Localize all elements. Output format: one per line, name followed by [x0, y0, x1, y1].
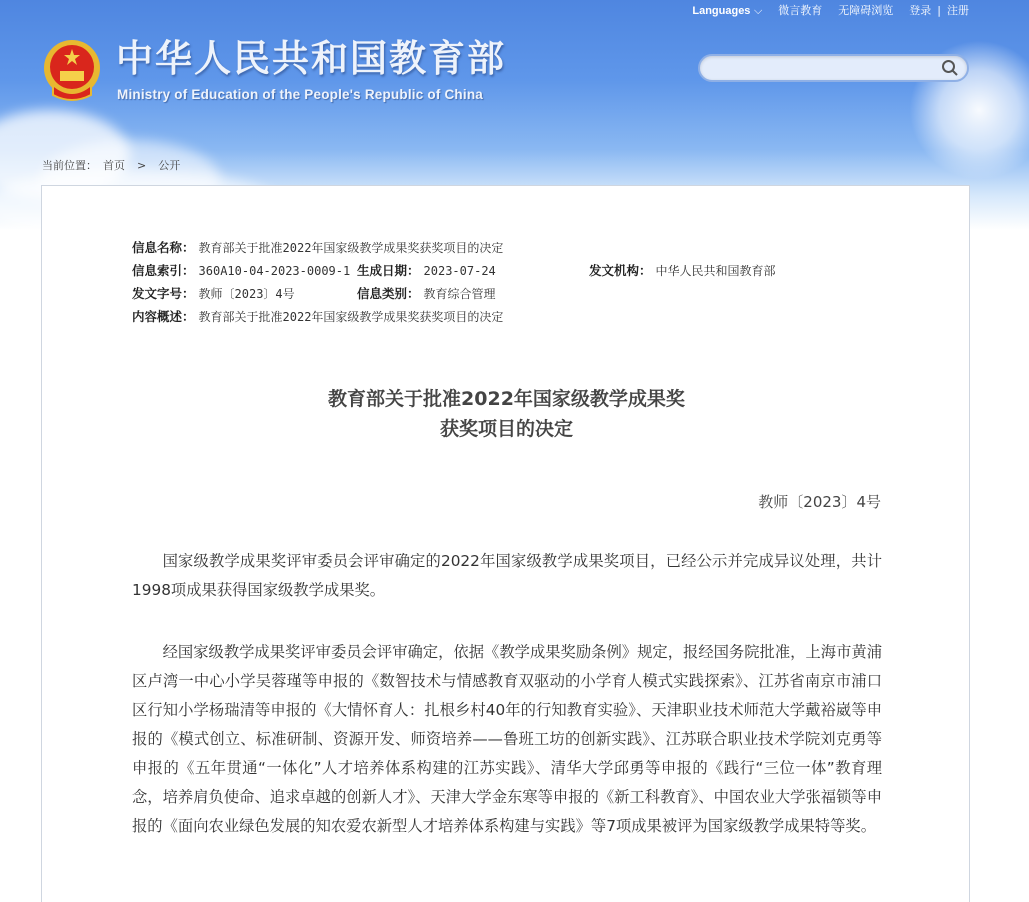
search-box — [698, 54, 969, 82]
meta-key: 生成日期： — [357, 262, 420, 278]
document-title-line: 教育部关于批准2022年国家级教学成果奖 — [328, 388, 685, 410]
meta-summary: 教育部关于批准2022年国家级教学成果奖获奖项目的决定 — [198, 309, 504, 324]
site-title[interactable]: 中华人民共和国教育部 — [116, 37, 506, 80]
separator: | — [937, 4, 941, 17]
meta-key: 发文字号： — [132, 285, 195, 301]
chevron-down-icon: ⌵ — [753, 4, 763, 17]
national-emblem-icon — [43, 39, 101, 103]
weiyan-link[interactable]: 微言教育 — [778, 4, 823, 17]
meta-name: 教育部关于批准2022年国家级教学成果奖获奖项目的决定 — [198, 240, 504, 255]
meta-date: 2023-07-24 — [423, 263, 496, 278]
document-number: 教师〔2023〕4号 — [758, 493, 881, 511]
article-panel — [41, 185, 970, 902]
register-link[interactable]: 注册 — [947, 4, 969, 17]
paragraph: 经国家级教学成果奖评审委员会评审确定，依据《教学成果奖励条例》规定，报经国务院批准，上海市黄浦区卢湾一中心小学吴蓉瑾等申报的《数智技术与情感教育双驱动的小学育人模式实践探索》、江苏省南京市浦口区行知小学杨瑞清等申报的《大情怀育人：扎根乡村40年的行知教育实验》、天津职业技术师范大学戴裕崴等申报的《模式创立、标准研制、资源开发、师资培养——鲁班工坊的创新实践》、江苏联合职业技术学院刘克勇等申报的《五年贯通“一体化”人才培养体系构建的江苏实践》、清华大学邱勇等申报的《践行“三位一体”教育理念，培养肩负使命、追求卓越的创新人才》、天津大学金东寒等申报的《新工科教育》、中国农业大学张福锁等申报的《面向农业绿色发展的知农爱农新型人才培养体系构建与实践》等7项成果被评为国家级教学成果特等奖。 — [132, 643, 882, 835]
meta-org: 中华人民共和国教育部 — [655, 263, 776, 278]
languages-dropdown[interactable]: Languages ⌵ — [692, 4, 763, 17]
meta-key: 信息名称： — [132, 239, 195, 255]
breadcrumb-label: 当前位置： — [42, 159, 97, 172]
meta-index: 360A10-04-2023-0009-1 — [198, 263, 351, 278]
meta-key: 发文机构： — [589, 262, 652, 278]
site-title-en: Ministry of Education of the People's Republic of China — [117, 87, 483, 102]
document-title — [42, 384, 971, 444]
login-link[interactable]: 登录 — [909, 4, 932, 17]
meta-key: 信息类别： — [357, 285, 420, 301]
accessible-link[interactable]: 无障碍浏览 — [838, 4, 894, 17]
search-input[interactable] — [710, 56, 940, 80]
breadcrumb-home[interactable]: 首页 — [103, 159, 125, 172]
meta-docno: 教师〔2023〕4号 — [198, 286, 295, 301]
top-nav — [692, 4, 969, 18]
paragraph: 国家级教学成果奖评审委员会评审确定的2022年国家级教学成果奖项目，已经公示并完成异议处理，共计1998项成果获得国家级教学成果奖。 — [132, 552, 882, 599]
breadcrumb — [42, 159, 180, 173]
meta-key: 信息索引： — [132, 262, 195, 278]
document-title-line: 获奖项目的决定 — [439, 418, 573, 440]
meta-category: 教育综合管理 — [423, 286, 496, 301]
info-table — [132, 236, 892, 328]
search-icon[interactable] — [941, 59, 959, 77]
meta-key: 内容概述： — [132, 308, 195, 324]
breadcrumb-current[interactable]: 公开 — [158, 159, 181, 172]
breadcrumb-separator: > — [137, 159, 147, 172]
